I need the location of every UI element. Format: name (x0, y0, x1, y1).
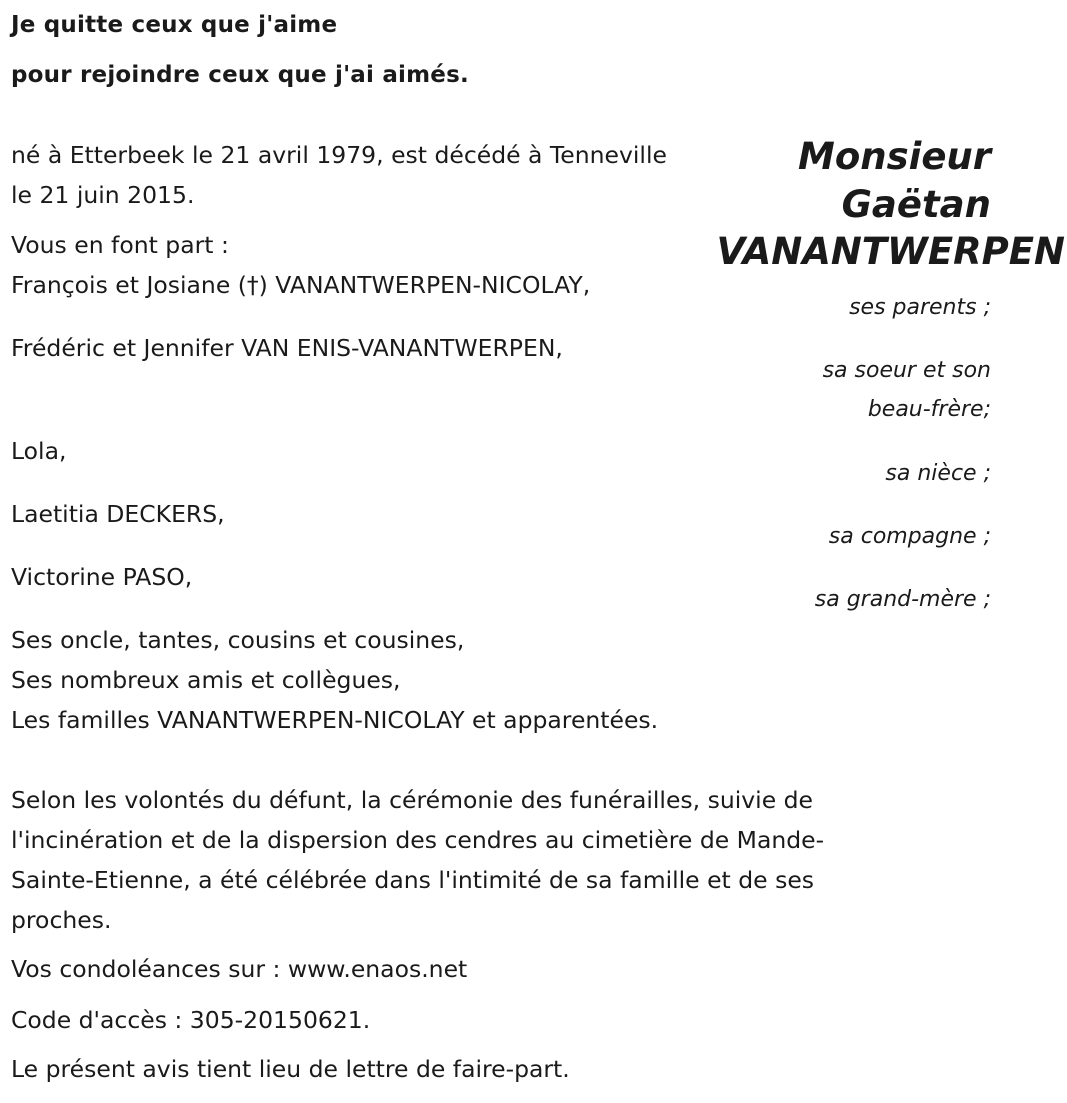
relation-parents: ses parents ; (849, 295, 991, 320)
ceremony-line-2: l'incinération et de la dispersion des cendres au cimetière de Mande- (11, 826, 825, 854)
closing-text: Le présent avis tient lieu de lettre de faire-part. (11, 1055, 570, 1083)
others-line-3: Les familles VANANTWERPEN-NICOLAY et apparentées. (11, 706, 659, 734)
epigraph-line-1: Je quitte ceux que j'aime (11, 12, 338, 38)
ceremony-line-1: Selon les volontés du défunt, la cérémonie des funérailles, suivie de (11, 786, 813, 814)
deceased-first-name: Gaëtan (841, 183, 991, 226)
family-member-parents: François et Josiane (†) VANANTWERPEN-NICOLAY, (11, 271, 591, 299)
ceremony-line-3: Sainte-Etienne, a été célébrée dans l'intimité de sa famille et de ses (11, 866, 815, 894)
ceremony-line-4: proches. (11, 906, 112, 934)
relation-partner: sa compagne ; (828, 524, 991, 549)
relation-sister-line-1: sa soeur et son (822, 358, 991, 383)
condolences-text: Vos condoléances sur : www.enaos.net (11, 955, 468, 983)
intro-line-2: le 21 juin 2015. (11, 181, 195, 209)
deceased-title: Monsieur (798, 135, 991, 178)
family-member-sister: Frédéric et Jennifer VAN ENIS-VANANTWERPEN, (11, 334, 563, 362)
family-member-niece: Lola, (11, 437, 67, 465)
family-member-grandmother: Victorine PASO, (11, 563, 193, 591)
relation-grandmother: sa grand-mère ; (814, 587, 991, 612)
others-line-2: Ses nombreux amis et collègues, (11, 666, 401, 694)
deceased-last-name: VANANTWERPEN (716, 230, 1065, 273)
family-member-partner: Laetitia DECKERS, (11, 500, 225, 528)
epigraph-line-2: pour rejoindre ceux que j'ai aimés. (11, 62, 469, 88)
intro-line-1: né à Etterbeek le 21 avril 1979, est décédé à Tenneville (11, 141, 667, 169)
relation-niece: sa nièce ; (885, 461, 991, 486)
access-code: Code d'accès : 305-20150621. (11, 1006, 371, 1034)
relation-sister-line-2: beau-frère; (867, 397, 991, 422)
others-line-1: Ses oncle, tantes, cousins et cousines, (11, 626, 465, 654)
announcement: Vous en font part : (11, 231, 229, 259)
